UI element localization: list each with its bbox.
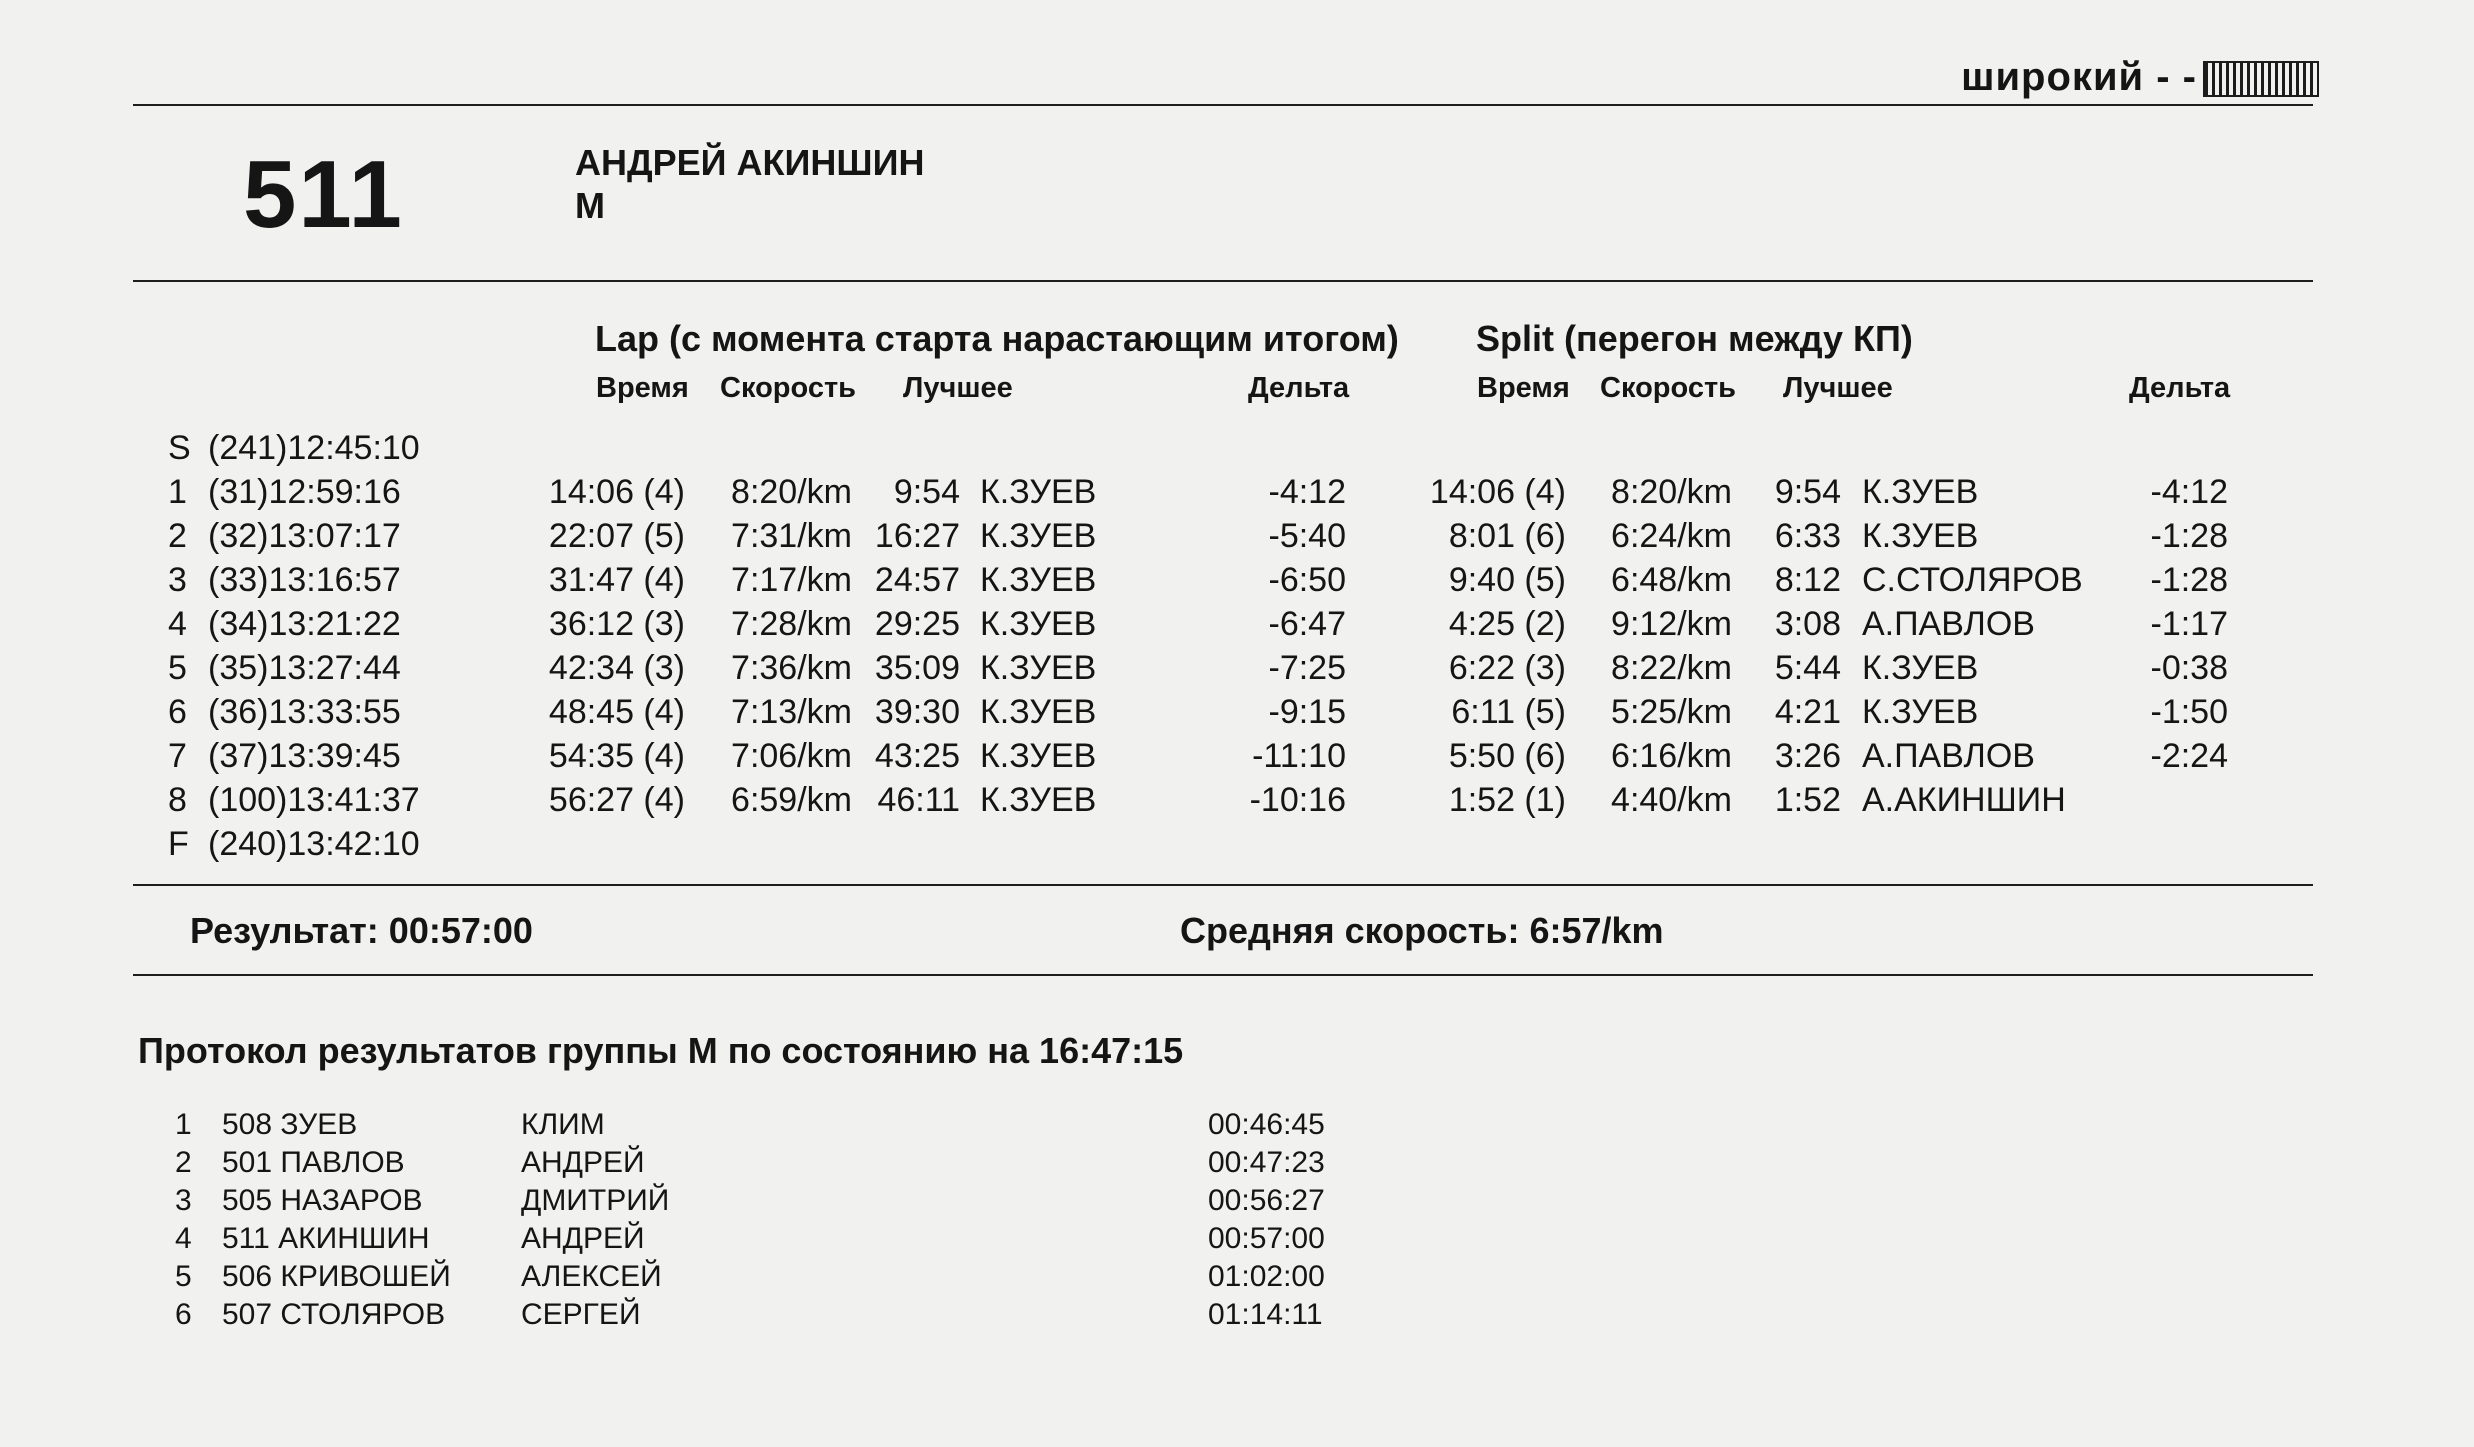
split-best-name: К.ЗУЕВ <box>1862 649 1979 687</box>
lap-speed: 7:36/km <box>731 649 852 687</box>
split-col-speed: Скорость <box>1600 372 1736 404</box>
lap-best-time: 46:11 <box>877 781 960 819</box>
split-time: 6:11 (5) <box>1451 693 1566 731</box>
lap-speed: 7:31/km <box>731 517 852 555</box>
split-best-name: К.ЗУЕВ <box>1862 693 1979 731</box>
corner-label <box>1961 55 2319 100</box>
lap-best-name: К.ЗУЕВ <box>980 517 1097 555</box>
split-speed: 8:20/km <box>1611 473 1732 511</box>
athlete-name: АНДРЕЙ АКИНШИН <box>575 142 925 183</box>
split-best-time: 8:12 <box>1774 561 1841 599</box>
split-speed: 5:25/km <box>1611 693 1732 731</box>
split-best-time: 3:26 <box>1774 737 1841 775</box>
lap-time: 42:34 (3) <box>548 649 685 687</box>
lap-best-time: 35:09 <box>874 649 960 687</box>
lap-best-time: 39:30 <box>874 693 960 731</box>
protocol-firstname: ДМИТРИЙ <box>521 1184 670 1217</box>
lap-best-time: 29:25 <box>874 605 960 643</box>
average-speed: Средняя скорость: 6:57/km <box>1180 910 1664 951</box>
row-checkpoint: (35)13:27:44 <box>208 649 401 687</box>
lap-best-name: К.ЗУЕВ <box>980 605 1097 643</box>
split-section-title: Split (перегон между КП) <box>1476 318 1913 359</box>
protocol-row <box>0 1258 2474 1296</box>
protocol-place: 1 <box>175 1108 192 1141</box>
split-best-name: А.АКИНШИН <box>1862 781 2066 819</box>
split-delta: -0:38 <box>2150 649 2228 687</box>
lap-speed: 6:59/km <box>731 781 852 819</box>
lap-delta: -4:12 <box>1268 473 1346 511</box>
lap-time: 48:45 (4) <box>548 693 685 731</box>
protocol-row <box>0 1182 2474 1220</box>
protocol-row <box>0 1144 2474 1182</box>
lap-delta: -6:47 <box>1268 605 1346 643</box>
split-table-row <box>0 778 2474 822</box>
protocol-time: 01:14:11 <box>1208 1298 1323 1331</box>
lap-time: 31:47 (4) <box>548 561 685 599</box>
protocol-place: 3 <box>175 1184 192 1217</box>
lap-best-time: 16:27 <box>874 517 960 555</box>
row-checkpoint: (34)13:21:22 <box>208 605 401 643</box>
split-best-time: 3:08 <box>1774 605 1841 643</box>
split-best-time: 9:54 <box>1774 473 1841 511</box>
protocol-time: 01:02:00 <box>1208 1260 1325 1293</box>
protocol-firstname: АНДРЕЙ <box>521 1222 645 1255</box>
protocol-bib-lastname: 507 СТОЛЯРОВ <box>222 1298 446 1331</box>
lap-best-name: К.ЗУЕВ <box>980 561 1097 599</box>
lap-delta: -5:40 <box>1268 517 1346 555</box>
protocol-place: 2 <box>175 1146 192 1179</box>
row-number: 5 <box>168 649 187 687</box>
protocol-bib-lastname: 508 ЗУЕВ <box>222 1108 358 1141</box>
row-number: 3 <box>168 561 187 599</box>
lap-col-best: Лучшее <box>903 372 1013 404</box>
lap-speed: 7:17/km <box>731 561 852 599</box>
protocol-row <box>0 1296 2474 1334</box>
split-time: 1:52 (1) <box>1448 781 1566 819</box>
protocol-row <box>0 1220 2474 1258</box>
result-total: Результат: 00:57:00 <box>190 910 533 951</box>
split-delta: -1:28 <box>2150 561 2228 599</box>
split-table-row <box>0 470 2474 514</box>
split-delta: -4:12 <box>2150 473 2228 511</box>
row-checkpoint: (240)13:42:10 <box>208 825 420 863</box>
lap-best-time: 9:54 <box>893 473 960 511</box>
split-speed: 9:12/km <box>1611 605 1732 643</box>
split-delta: -2:24 <box>2150 737 2228 775</box>
lap-delta: -11:10 <box>1252 737 1346 775</box>
protocol-firstname: КЛИМ <box>521 1108 605 1141</box>
split-table-row <box>0 558 2474 602</box>
row-label: F <box>168 825 189 863</box>
split-best-time: 1:52 <box>1774 781 1841 819</box>
protocol-bib-lastname: 501 ПАВЛОВ <box>222 1146 405 1179</box>
lap-delta: -10:16 <box>1249 781 1346 819</box>
protocol-bib-lastname: 506 КРИВОШЕЙ <box>222 1260 451 1293</box>
protocol-place: 5 <box>175 1260 192 1293</box>
row-number: 6 <box>168 693 187 731</box>
split-time: 5:50 (6) <box>1448 737 1566 775</box>
split-time: 8:01 (6) <box>1448 517 1566 555</box>
lap-best-name: К.ЗУЕВ <box>980 737 1097 775</box>
split-best-name: С.СТОЛЯРОВ <box>1862 561 2083 599</box>
split-col-time: Время <box>1477 372 1570 404</box>
lap-speed: 7:06/km <box>731 737 852 775</box>
protocol-place: 4 <box>175 1222 192 1255</box>
split-table-row <box>0 602 2474 646</box>
protocol-firstname: СЕРГЕЙ <box>521 1298 641 1331</box>
lap-time: 36:12 (3) <box>548 605 685 643</box>
corner-label-text: широкий - - <box>1961 55 2197 99</box>
divider-header <box>133 280 2313 282</box>
row-checkpoint: (37)13:39:45 <box>208 737 401 775</box>
lap-time: 56:27 (4) <box>548 781 685 819</box>
lap-best-time: 24:57 <box>874 561 960 599</box>
split-speed: 4:40/km <box>1611 781 1732 819</box>
divider-table-bottom <box>133 884 2313 886</box>
split-table-row <box>0 734 2474 778</box>
split-best-time: 5:44 <box>1774 649 1841 687</box>
split-time: 4:25 (2) <box>1448 605 1566 643</box>
row-checkpoint: (31)12:59:16 <box>208 473 401 511</box>
row-number: 7 <box>168 737 187 775</box>
lap-best-name: К.ЗУЕВ <box>980 781 1097 819</box>
lap-speed: 8:20/km <box>731 473 852 511</box>
lap-time: 54:35 (4) <box>548 737 685 775</box>
split-best-time: 4:21 <box>1774 693 1841 731</box>
lap-speed: 7:28/km <box>731 605 852 643</box>
lap-delta: -9:15 <box>1268 693 1346 731</box>
protocol-place: 6 <box>175 1298 192 1331</box>
finish-row <box>0 822 2474 866</box>
lap-best-name: К.ЗУЕВ <box>980 649 1097 687</box>
lap-best-name: К.ЗУЕВ <box>980 693 1097 731</box>
start-row <box>0 426 2474 470</box>
protocol-time: 00:46:45 <box>1208 1108 1325 1141</box>
athlete-group: М <box>575 185 605 226</box>
split-best-time: 6:33 <box>1774 517 1841 555</box>
protocol-bib-lastname: 511 АКИНШИН <box>222 1222 430 1255</box>
split-best-name: К.ЗУЕВ <box>1862 517 1979 555</box>
split-col-best: Лучшее <box>1783 372 1893 404</box>
row-checkpoint: (100)13:41:37 <box>208 781 420 819</box>
protocol-row <box>0 1106 2474 1144</box>
lap-col-time: Время <box>596 372 689 404</box>
split-table-row <box>0 514 2474 558</box>
split-time: 6:22 (3) <box>1448 649 1566 687</box>
split-speed: 6:16/km <box>1611 737 1732 775</box>
protocol-time: 00:47:23 <box>1208 1146 1325 1179</box>
row-number: 4 <box>168 605 187 643</box>
row-label: S <box>168 429 191 467</box>
protocol-title: Протокол результатов группы М по состоянию на 16:47:15 <box>138 1030 1184 1071</box>
split-speed: 6:24/km <box>1611 517 1732 555</box>
protocol-firstname: АНДРЕЙ <box>521 1146 645 1179</box>
lap-best-time: 43:25 <box>874 737 960 775</box>
lap-col-speed: Скорость <box>720 372 856 404</box>
lap-best-name: К.ЗУЕВ <box>980 473 1097 511</box>
split-best-name: К.ЗУЕВ <box>1862 473 1979 511</box>
split-best-name: А.ПАВЛОВ <box>1862 737 2035 775</box>
protocol-bib-lastname: 505 НАЗАРОВ <box>222 1184 423 1217</box>
lap-delta: -7:25 <box>1268 649 1346 687</box>
split-delta: -1:17 <box>2150 605 2228 643</box>
row-number: 2 <box>168 517 187 555</box>
split-table-row <box>0 646 2474 690</box>
barcode-icon <box>2203 61 2319 97</box>
row-checkpoint: (241)12:45:10 <box>208 429 420 467</box>
split-table-row <box>0 690 2474 734</box>
split-best-name: А.ПАВЛОВ <box>1862 605 2035 643</box>
split-col-delta: Дельта <box>2129 372 2231 404</box>
divider-top <box>133 104 2313 106</box>
protocol-firstname: АЛЕКСЕЙ <box>521 1260 662 1293</box>
divider-summary <box>133 974 2313 976</box>
split-delta: -1:50 <box>2150 693 2228 731</box>
protocol-time: 00:56:27 <box>1208 1184 1325 1217</box>
lap-col-delta: Дельта <box>1248 372 1350 404</box>
split-delta: -1:28 <box>2150 517 2228 555</box>
split-time: 14:06 (4) <box>1429 473 1566 511</box>
bib-number: 511 <box>243 141 404 248</box>
lap-time: 14:06 (4) <box>548 473 685 511</box>
lap-delta: -6:50 <box>1268 561 1346 599</box>
lap-time: 22:07 (5) <box>548 517 685 555</box>
row-checkpoint: (33)13:16:57 <box>208 561 401 599</box>
split-speed: 6:48/km <box>1611 561 1732 599</box>
row-number: 8 <box>168 781 187 819</box>
row-checkpoint: (36)13:33:55 <box>208 693 401 731</box>
split-speed: 8:22/km <box>1611 649 1732 687</box>
lap-speed: 7:13/km <box>731 693 852 731</box>
lap-section-title: Lap (с момента старта нарастающим итогом) <box>595 318 1399 359</box>
split-time: 9:40 (5) <box>1448 561 1566 599</box>
row-checkpoint: (32)13:07:17 <box>208 517 401 555</box>
row-number: 1 <box>168 473 187 511</box>
protocol-time: 00:57:00 <box>1208 1222 1325 1255</box>
